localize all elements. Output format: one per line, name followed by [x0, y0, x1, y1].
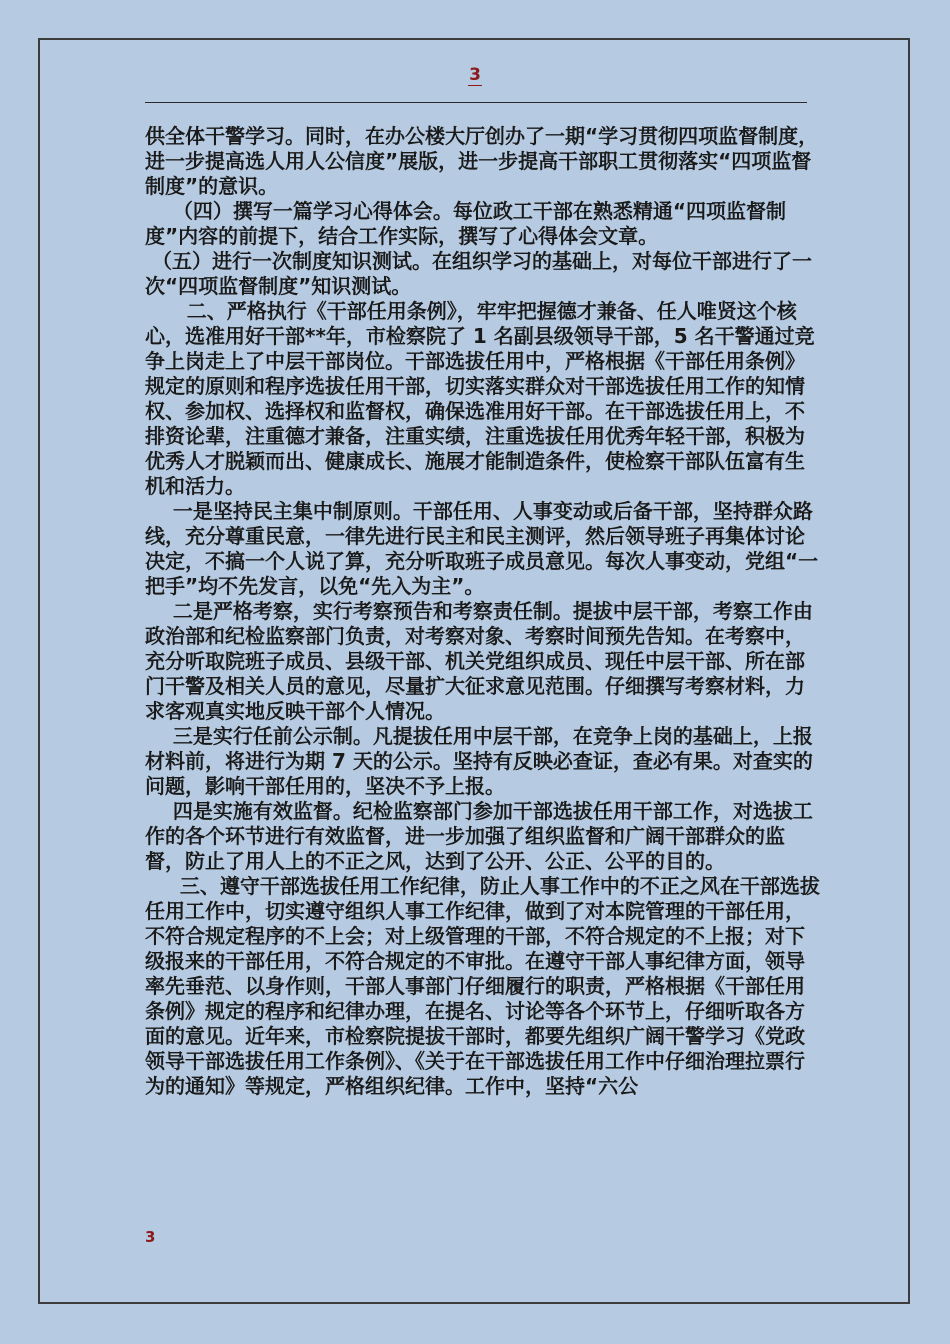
- header-divider: [145, 102, 807, 103]
- paragraph: 供全体干警学习。同时，在办公楼大厅创办了一期“学习贯彻四项监督制度，进一步提高选人用人公信度”展版，进一步提高干部职工贯彻落实“四项监督制度”的意识。: [145, 124, 819, 198]
- paragraph: 四是实施有效监督。纪检监察部门参加干部选拔任用干部工作，对选拔工作的各个环节进行有效监督，进一步加强了组织监督和广阔干部群众的监督，防止了用人上的不正之风，达到了公开、公正、公平的目的。: [145, 799, 813, 873]
- paragraph: （五）进行一次制度知识测试。在组织学习的基础上，对每位干部进行了一次“四项监督制度”知识测试。: [145, 249, 812, 298]
- paragraph: 三、遵守干部选拔任用工作纪律，防止人事工作中的不正之风在干部选拔任用工作中，切实遵守组织人事工作纪律，做到了对本院管理的干部任用，不符合规定程序的不上会；对上级管理的干部，不符合规定的不上报；对下级报来的干部任用，不符合规定的不审批。在遵守干部人事纪律方面，领导率先垂范、以身作则，干部人事部门仔细履行的职责，严格根据《干部任用条例》规定的程序和纪律办理，在提名、讨论等各个环节上，仔细听取各方面的意见。近年来，市检察院提拔干部时，都要先组织广阔干警学习《党政领导干部选拔任用工作条例》、《关于在干部选拔任用工作中仔细治理拉票行为的通知》等规定，严格组织纪律。工作中，坚持“六公: [145, 874, 820, 1098]
- paragraph: 二、严格执行《干部任用条例》，牢牢把握德才兼备、任人唯贤这个核心，选准用好干部**年，市检察院了 1 名副县级领导干部，5 名干警通过竞争上岗走上了中层干部岗位。干部选拔任用中，严格根据《干部任用条例》规定的原则和程序选拔任用干部，切实落实群众对干部选拔任用工作的知情权、参加权、选择权和监督权，确保选准用好干部。在干部选拔任用上，不排资论辈，注重德才兼备，注重实绩，注重选拔任用优秀年轻干部，积极为优秀人才脱颖而出、健康成长、施展才能制造条件，使检察干部队伍富有生机和活力。: [145, 299, 815, 498]
- paragraph: 二是严格考察，实行考察预告和考察责任制。提拔中层干部，考察工作由政治部和纪检监察部门负责，对考察对象、考察时间预先告知。在考察中，充分听取院班子成员、县级干部、机关党组织成员、现任中层干部、所在部门干警及相关人员的意见，尽量扩大征求意见范围。仔细撰写考察材料，力求客观真实地反映干部个人情况。: [145, 599, 813, 723]
- paragraph: （四）撰写一篇学习心得体会。每位政工干部在熟悉精通“四项监督制度”内容的前提下，结合工作实际，撰写了心得体会文章。: [145, 199, 787, 248]
- document-body: [145, 124, 823, 1099]
- paragraph: 一是坚持民主集中制原则。干部任用、人事变动或后备干部，坚持群众路线，充分尊重民意，一律先进行民主和民主测评，然后领导班子再集体讨论决定，不搞一个人说了算，充分听取班子成员意见。每次人事变动，党组“一把手”均不先发言，以免“先入为主”。: [145, 499, 819, 598]
- paragraph: 三是实行任前公示制。凡提拔任用中层干部，在竞争上岗的基础上，上报材料前，将进行为期 7 天的公示。坚持有反映必查证，查必有果。对查实的问题，影响干部任用的，坚决不予上报。: [145, 724, 813, 798]
- header-page-number: 3: [469, 65, 481, 85]
- footer-page-number: 3: [145, 1228, 156, 1246]
